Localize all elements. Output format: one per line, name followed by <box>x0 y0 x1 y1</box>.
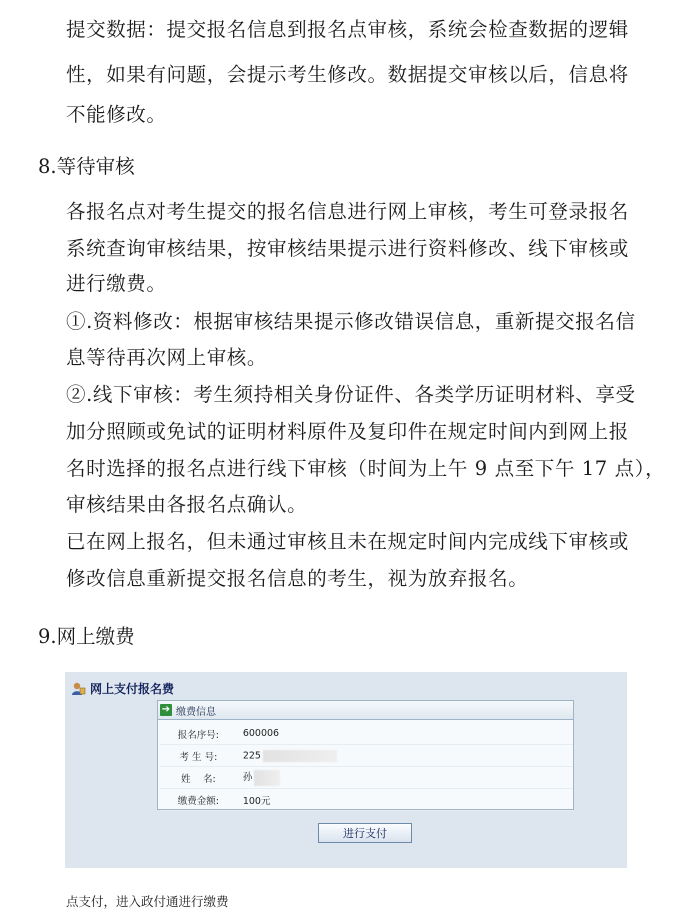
caption: 点支付，进入政付通进行缴费 <box>66 894 229 909</box>
section-heading-9: 9.网上缴费 <box>38 625 135 648</box>
user-icon <box>71 682 86 696</box>
section-heading-8: 8.等待审核 <box>38 155 135 178</box>
panel-title <box>71 680 174 697</box>
paragraph-modify-line1: ①.资料修改：根据审核结果提示修改错误信息，重新提交报名信 <box>66 310 636 333</box>
paragraph-submit-line2: 性，如果有问题，会提示考生修改。数据提交审核以后，信息将 <box>66 63 629 86</box>
row-label: 缴费金额: <box>160 789 237 811</box>
payment-info-box <box>157 700 574 810</box>
payment-info-label: 缴费信息 <box>176 706 216 718</box>
table-row <box>160 789 573 811</box>
redaction-blur <box>254 770 280 786</box>
paragraph-review-line3: 进行缴费。 <box>66 272 167 295</box>
arrow-right-icon: ➔ <box>161 704 171 715</box>
paragraph-review-line2: 系统查询审核结果，按审核结果提示进行资料修改、线下审核或 <box>66 237 629 260</box>
paragraph-submit-line3: 不能修改。 <box>66 103 167 126</box>
row-value <box>237 767 573 789</box>
row-label: 考 生 号: <box>160 745 237 767</box>
redaction-blur <box>263 750 337 762</box>
row-label: 报名序号: <box>160 723 237 745</box>
candidate-name: 孙 <box>242 772 253 784</box>
candidate-number: 225 <box>242 750 261 761</box>
paragraph-offline-line1: ②.线下审核：考生须持相关身份证件、各类学历证明材料、享受 <box>66 383 636 406</box>
pay-button[interactable]: 进行支付 <box>318 823 412 843</box>
table-row <box>160 745 573 767</box>
payment-info-table <box>160 723 573 811</box>
payment-screenshot-panel <box>65 672 627 868</box>
paragraph-offline-line2: 加分照顾或免试的证明材料原件及复印件在规定时间内到网上报 <box>66 420 629 443</box>
payment-info-header <box>158 701 573 720</box>
row-label: 姓 名: <box>160 767 237 789</box>
paragraph-giveup-line2: 修改信息重新提交报名信息的考生，视为放弃报名。 <box>66 567 529 590</box>
row-value <box>237 789 573 811</box>
panel-title-text: 网上支付报名费 <box>90 682 175 696</box>
row-value <box>237 745 573 767</box>
paragraph-offline-line3: 名时选择的报名点进行线下审核（时间为上午 9 点至下午 17 点）， <box>66 457 666 480</box>
paragraph-modify-line2: 息等待再次网上审核。 <box>66 346 268 369</box>
paragraph-giveup-line1: 已在网上报名，但未通过审核且未在规定时间内完成线下审核或 <box>66 530 629 553</box>
table-row <box>160 723 573 745</box>
registration-number: 600006 <box>242 728 280 739</box>
row-value <box>237 723 573 745</box>
payment-amount: 100元 <box>242 795 271 807</box>
paragraph-review-line1: 各报名点对考生提交的报名信息进行网上审核，考生可登录报名 <box>66 200 629 223</box>
paragraph-offline-line4: 审核结果由各报名点确认。 <box>66 493 308 516</box>
table-row <box>160 767 573 789</box>
paragraph-submit-line1: 提交数据：提交报名信息到报名点审核，系统会检查数据的逻辑 <box>66 18 629 41</box>
